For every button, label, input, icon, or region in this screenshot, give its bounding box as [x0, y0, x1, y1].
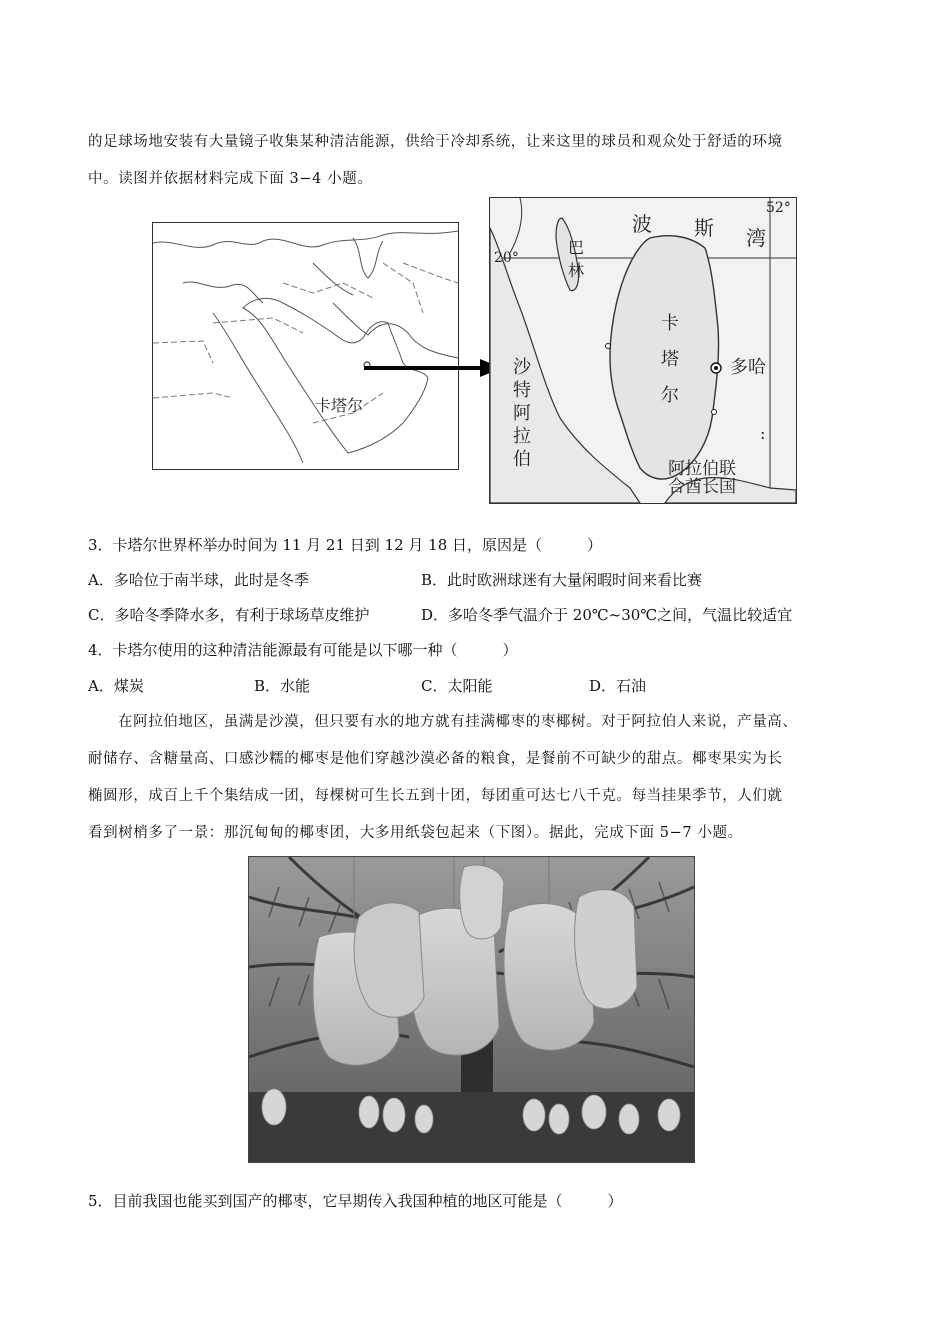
bahrain-char-1: 巴 [567, 238, 584, 257]
intro-line-2: 中。读图并依据材料完成下面 3−4 小题。 [88, 171, 373, 187]
lon-label: 52° [766, 200, 791, 216]
uae-line-2: 合酋长国 [668, 477, 736, 497]
middle-east-map [152, 222, 459, 470]
q3-stem: 3．卡塔尔世界杯举办时间为 11 月 21 日到 12 月 18 日，原因是（ ） [88, 536, 603, 554]
colon-mark: : [760, 424, 766, 443]
bahrain-label [566, 236, 586, 282]
date-palm-photo [248, 856, 695, 1163]
uae-label [668, 460, 736, 496]
q3-option-d: D．多哈冬季气温介于 20℃~30℃之间，气温比较适宜 [421, 606, 793, 624]
q3-option-c: C．多哈冬季降水多，有利于球场草皮维护 [88, 606, 370, 624]
qatar-char-3: 尔 [661, 385, 679, 406]
qatar-char-1: 卡 [661, 313, 679, 334]
gulf-char-3: 湾 [746, 226, 766, 250]
saudi-char-3: 阿 [513, 403, 531, 424]
doha-label: 多哈 [730, 357, 766, 378]
gulf-char-2: 斯 [694, 216, 714, 240]
q4-stem: 4．卡塔尔使用的这种清洁能源最有可能是以下哪一种（ ） [88, 641, 518, 659]
passage-line-2: 耐储存、含糖量高、口感沙糯的椰枣是他们穿越沙漠必备的粮食，是餐前不可缺少的甜点。椰枣果实为长 [88, 751, 783, 767]
lat-label: 20° [494, 250, 519, 266]
q4-option-c: C．太阳能 [421, 677, 493, 695]
passage-line-4: 看到树梢多了一景：那沉甸甸的椰枣团，大多用纸袋包起来（下图）。据此，完成下面 5−7 小题。 [88, 825, 743, 841]
qatar-char-2: 塔 [661, 349, 679, 370]
passage-line-3: 椭圆形，成百上千个集结成一团，每棵树可生长五到十团，每团重可达七八千克。每当挂果季节，人们就 [88, 788, 783, 804]
saudi-char-1: 沙 [513, 357, 531, 378]
q4-option-a: A．煤炭 [88, 677, 144, 695]
bahrain-char-2: 林 [567, 261, 584, 280]
intro-line-1: 的足球场地安装有大量镜子收集某种清洁能源，供给于冷却系统，让来这里的球员和观众处于舒适的环境 [88, 134, 783, 150]
arrow-icon [364, 358, 504, 378]
q4-option-d: D．石油 [589, 677, 647, 695]
passage-line-1: 在阿拉伯地区，虽满是沙漠，但只要有水的地方就有挂满椰枣的枣椰树。对于阿拉伯人来说，产量高、 [118, 714, 798, 730]
qatar-label-left: 卡塔尔 [315, 396, 364, 415]
q4-option-b: B．水能 [254, 677, 311, 695]
q3-option-b: B．此时欧洲球迷有大量闲暇时间来看比赛 [421, 571, 703, 589]
middle-east-map-drawing [153, 223, 458, 469]
qatar-label-right [660, 306, 680, 414]
saudi-label [512, 356, 532, 471]
qatar-detail-map [489, 197, 797, 504]
saudi-char-4: 拉 [513, 426, 531, 447]
gulf-char-1: 波 [632, 212, 652, 236]
saudi-char-2: 特 [513, 380, 531, 401]
date-palm-photo-drawing [249, 857, 694, 1162]
q5-stem: 5．目前我国也能买到国产的椰枣，它早期传入我国种植的地区可能是（ ） [88, 1192, 623, 1210]
saudi-char-5: 伯 [513, 449, 531, 470]
uae-line-1: 阿拉伯联 [668, 459, 736, 479]
q3-option-a: A．多哈位于南半球，此时是冬季 [88, 571, 309, 589]
